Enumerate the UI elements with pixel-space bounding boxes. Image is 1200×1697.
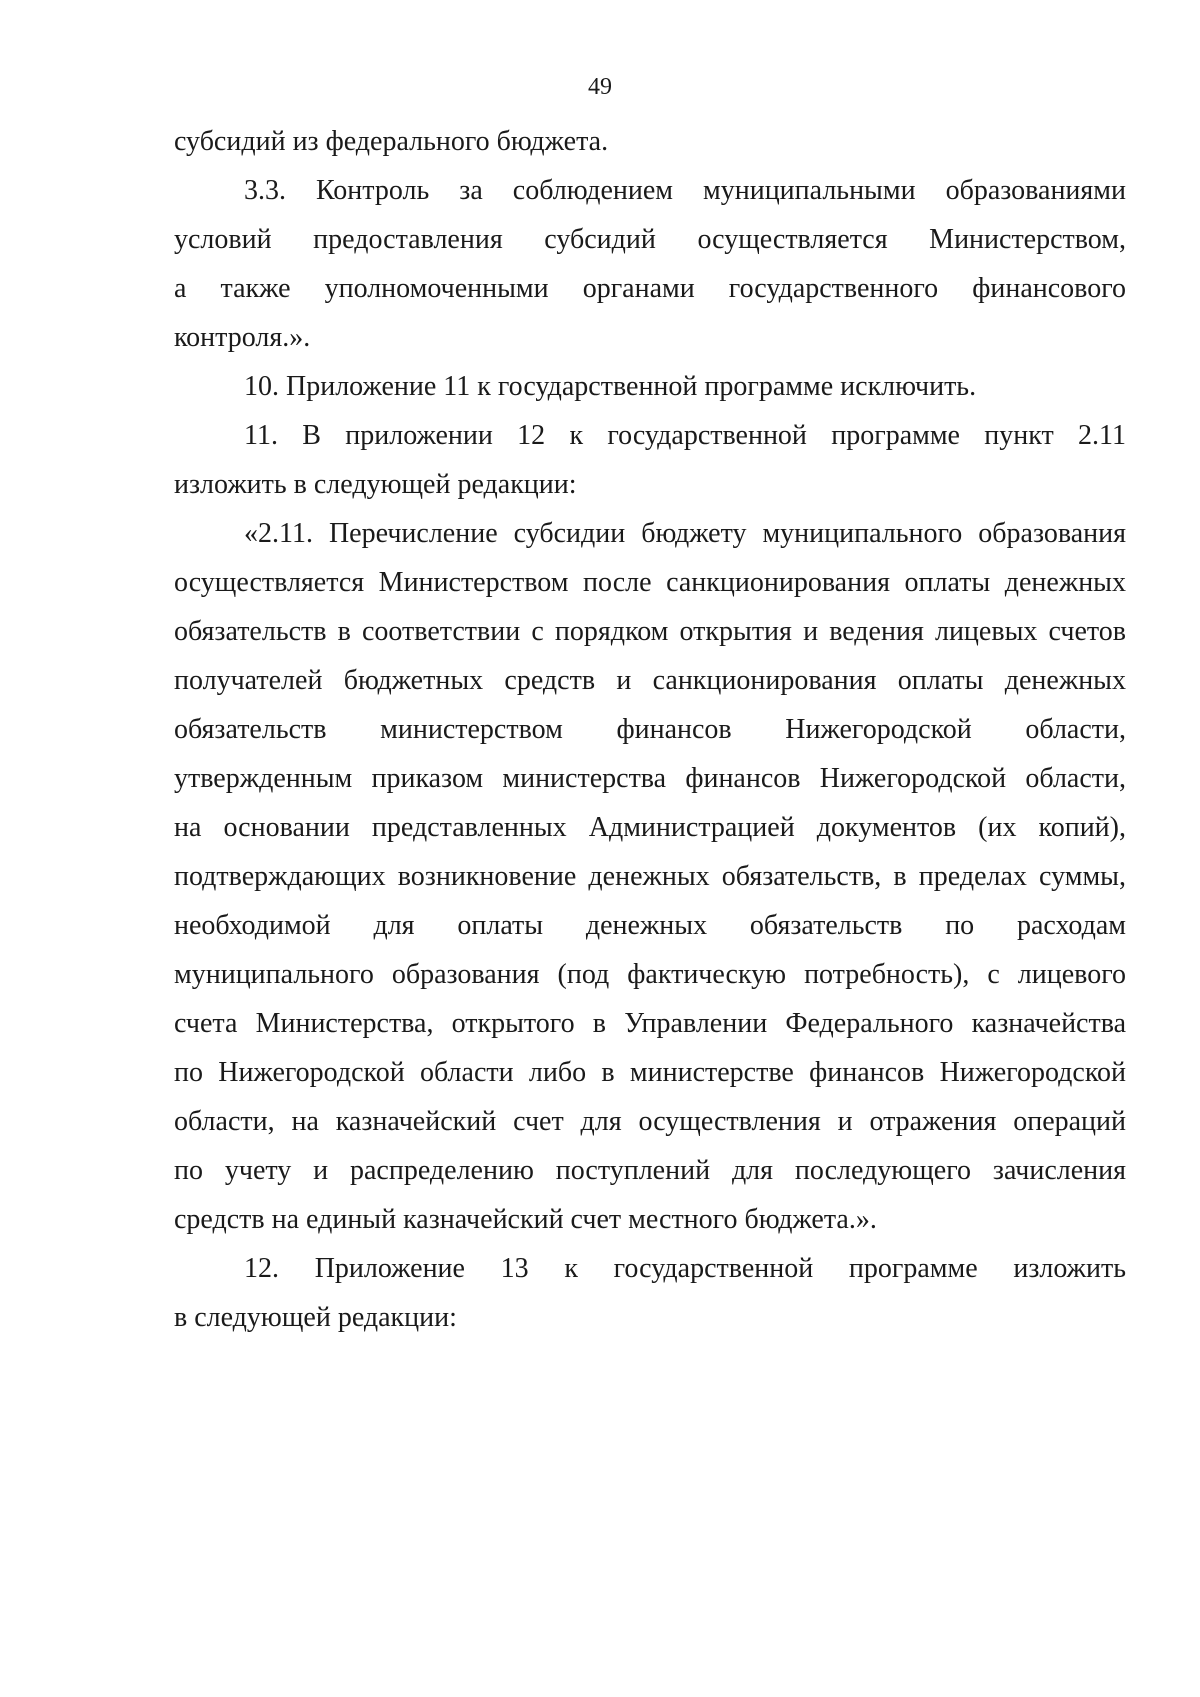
text-line: а также уполномоченными органами государственного финансового: [174, 273, 1126, 304]
page-number: 49: [588, 74, 612, 100]
text-line: подтверждающих возникновение денежных обязательств, в пределах суммы,: [174, 861, 1126, 892]
text-line: 10. Приложение 11 к государственной программе исключить.: [244, 371, 977, 402]
text-line: изложить в следующей редакции:: [174, 469, 577, 500]
text-line: муниципального образования (под фактическую потребность), с лицевого: [174, 959, 1126, 990]
text-line: обязательств в соответствии с порядком открытия и ведения лицевых счетов: [174, 616, 1126, 647]
text-line: контроля.».: [174, 322, 311, 353]
paragraph-10: [174, 362, 1126, 411]
text-line: утвержденным приказом министерства финансов Нижегородской области,: [174, 763, 1126, 794]
paragraph-3-3: [174, 166, 1126, 362]
paragraph-continuation: [174, 117, 1126, 166]
text-line: «2.11. Перечисление субсидии бюджету муниципального образования: [244, 518, 1126, 549]
text-line: необходимой для оплаты денежных обязательств по расходам: [174, 910, 1126, 941]
text-line: области, на казначейский счет для осуществления и отражения операций: [174, 1106, 1126, 1137]
text-line: на основании представленных Администрацией документов (их копий),: [174, 812, 1126, 843]
text-line: осуществляется Министерством после санкционирования оплаты денежных: [174, 567, 1126, 598]
text-line: по учету и распределению поступлений для последующего зачисления: [174, 1155, 1126, 1186]
text-line: 3.3. Контроль за соблюдением муниципальными образованиями: [244, 175, 1126, 206]
document-body: [174, 117, 1126, 1342]
paragraph-2-11-quote: [174, 509, 1126, 1244]
text-line: условий предоставления субсидий осуществляется Министерством,: [174, 224, 1126, 255]
text-line: счета Министерства, открытого в Управлении Федерального казначейства: [174, 1008, 1126, 1039]
paragraph-11: [174, 411, 1126, 509]
text-line: обязательств министерством финансов Нижегородской области,: [174, 714, 1126, 745]
text-line: средств на единый казначейский счет местного бюджета.».: [174, 1204, 877, 1235]
text-line: субсидий из федерального бюджета.: [174, 126, 609, 157]
text-line: 11. В приложении 12 к государственной программе пункт 2.11: [244, 420, 1126, 451]
text-line: по Нижегородской области либо в министерстве финансов Нижегородской: [174, 1057, 1126, 1088]
text-line: в следующей редакции:: [174, 1302, 457, 1333]
text-line: получателей бюджетных средств и санкционирования оплаты денежных: [174, 665, 1126, 696]
paragraph-12: [174, 1244, 1126, 1342]
text-line: 12. Приложение 13 к государственной программе изложить: [244, 1253, 1126, 1284]
